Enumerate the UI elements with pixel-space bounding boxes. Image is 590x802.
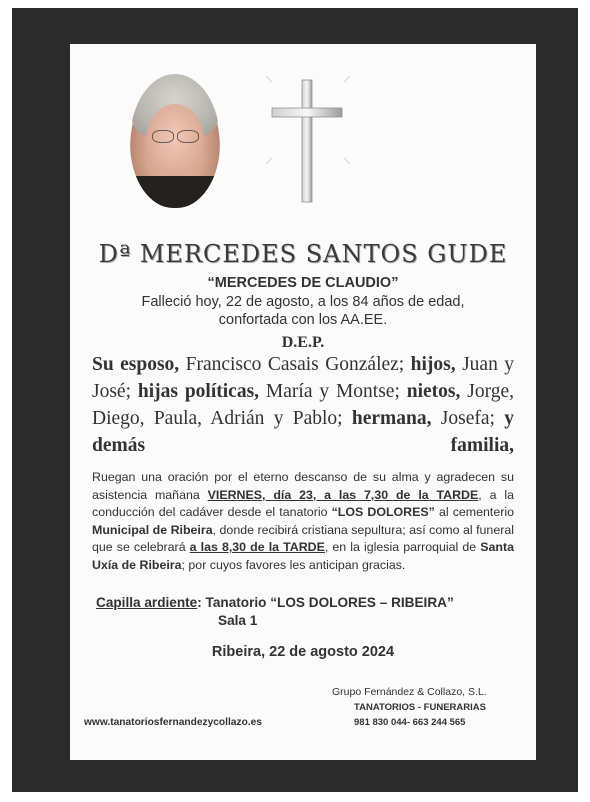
prayer-text-2: , a la conducción del cadáver desde el tanatorio [92, 487, 514, 520]
burial-date-time: VIERNES, día 23, a las 7,30 de la TARDE [207, 487, 479, 502]
cross-icon [258, 72, 358, 204]
chapel-label: Capilla ardiente [96, 595, 198, 610]
prayer-text-5: , en la iglesia parroquial de [324, 540, 481, 555]
children-names: Juan y José; [92, 354, 515, 402]
chapel-room: Sala 1 [218, 613, 258, 628]
in-laws-names: María y Montse; [265, 381, 400, 402]
sister-label: hermana, [351, 408, 432, 429]
funeral-home-name: “LOS DOLORES” [331, 505, 435, 520]
grandchildren-label: nietos, [406, 381, 461, 402]
place-and-date: Ribeira, 22 de agosto 2024 [211, 644, 395, 660]
deceased-name: Dª MERCEDES SANTOS GUDE [98, 240, 508, 268]
company-website: www.tanatoriosfernandezycollazo.es [84, 717, 262, 728]
sister-name: Josefa; [440, 408, 495, 429]
company-services: TANATORIOS - FUNERARIAS [354, 702, 486, 713]
death-info-line-1: Falleció hoy, 22 de agosto, a los 84 años de edad, [141, 294, 465, 310]
prayer-text-3: al cementerio [434, 505, 514, 520]
prayer-text-1: Ruegan una oración por el eterno descanso de su alma y agradecen su asistencia mañana [92, 470, 514, 502]
grandchildren-names: Jorge, Diego, Paula, Adrián y Pablo; [92, 381, 515, 429]
company-name: Grupo Fernández & Collazo, S.L. [332, 686, 487, 698]
chapel-line [96, 595, 454, 610]
prayer-text-6: ; por cuyos favores les anticipan gracias. [181, 557, 406, 572]
dep-abbreviation: D.E.P. [281, 334, 325, 351]
chapel-value: : Tanatorio “LOS DOLORES – RIBEIRA” [197, 595, 454, 610]
in-laws-label: hijas políticas, [137, 381, 260, 402]
children-label: hijos, [410, 354, 456, 375]
prayer-announcement [92, 469, 514, 575]
obituary-card [70, 44, 536, 760]
cemetery-name: Municipal de Ribeira [92, 522, 213, 537]
spouse-label: Su esposo, [92, 354, 180, 375]
family-members [92, 351, 514, 459]
nickname: “MERCEDES DE CLAUDIO” [207, 275, 399, 291]
death-info-line-2: confortada con los AA.EE. [218, 312, 388, 328]
other-family-label: y demás familia, [92, 408, 514, 456]
prayer-text-4: , donde recibirá cristiana sepultura; así como al funeral que se celebrará [92, 522, 514, 555]
portrait-photo [130, 74, 220, 208]
church-name: Santa Uxía de Ribeira [92, 540, 514, 572]
spouse-name: Francisco Casais González; [185, 354, 405, 375]
funeral-time: a las 8,30 de la TARDE [189, 540, 325, 555]
company-phones: 981 830 044- 663 244 565 [354, 717, 466, 728]
